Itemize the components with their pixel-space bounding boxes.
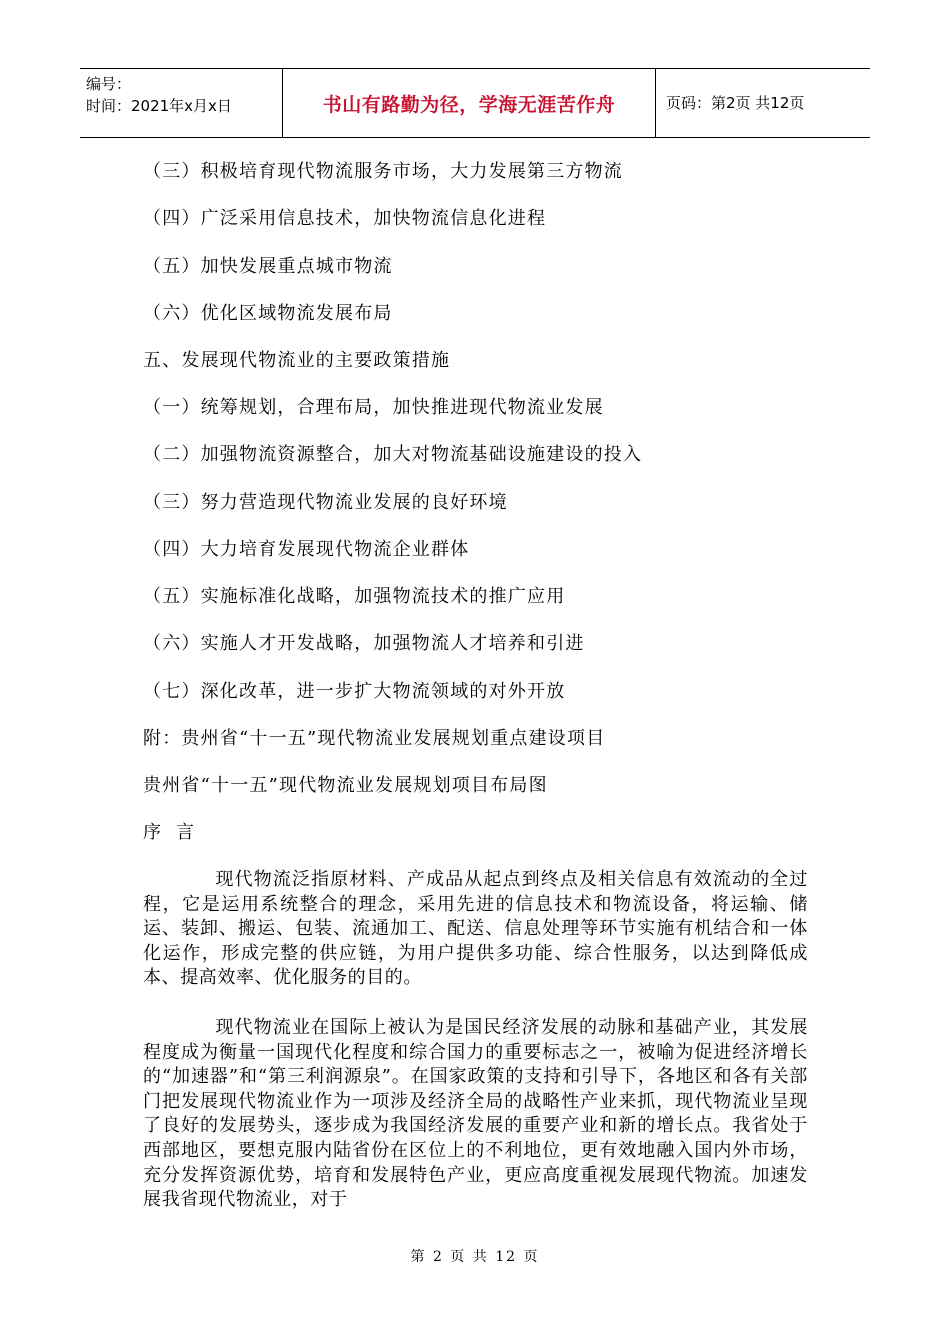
header-motto-cell — [282, 69, 656, 137]
outline-item: （三）积极培育现代物流服务市场，大力发展第三方物流 — [143, 161, 623, 182]
appendix-item: 贵州省“十一五”现代物流业发展规划项目布局图 — [143, 775, 548, 796]
appendix-item: 附：贵州省“十一五”现代物流业发展规划重点建设项目 — [143, 728, 606, 749]
paragraph — [143, 868, 808, 991]
paragraph-text: 现代物流业在国际上被认为是国民经济发展的动脉和基础产业，其发展程度成为衡量一国现代化程度和综合国力的重要标志之一，被喻为促进经济增长的“加速器”和“第三利润源泉”。在国家政策的支持和引导下，各地区和各有关部门把发展现代物流业作为一项涉及经济全局的战略性产业来抓，现代物流业呈现了良好的发展势头，逐步成为我国经济发展的重要产业和新的增长点。我省处于西部地区，要想克服内陆省份在区位上的不利地位，更有效地融入国内外市场，充分发挥资源优势，培育和发展特色产业，更应高度重视发展现代物流。加速发展我省现代物流业，对于 — [143, 1017, 808, 1211]
outline-item: （二）加强物流资源整合，加大对物流基础设施建设的投入 — [143, 444, 643, 465]
outline-item: （四）大力培育发展现代物流企业群体 — [143, 539, 470, 560]
paragraph-text: 现代物流泛指原材料、产成品从起点到终点及相关信息有效流动的全过程，它是运用系统整合的理念，采用先进的信息技术和物流设备，将运输、储运、装卸、搬运、包装、流通加工、配送、信息处理等环节实施有机结合和一体化运作，形成完整的供应链，为用户提供多功能、综合性服务，以达到降低成本、提高效率、优化服务的目的。 — [143, 869, 808, 989]
outline-item: （五）加快发展重点城市物流 — [143, 256, 393, 277]
date-label: 时间：2021年x月x日 — [86, 97, 232, 115]
page-info: 页码：第2页 共12页 — [666, 94, 805, 112]
outline-item: （一）统筹规划，合理布局，加快推进现代物流业发展 — [143, 397, 604, 418]
preface-heading: 序 言 — [143, 822, 196, 843]
outline-item: （四）广泛采用信息技术，加快物流信息化进程 — [143, 208, 547, 229]
paragraph — [143, 1016, 808, 1213]
outline-item: （七）深化改革，进一步扩大物流领域的对外开放 — [143, 681, 566, 702]
number-label: 编号： — [86, 75, 132, 93]
motto-text: 书山有路勤为径，学海无涯苦作舟 — [322, 93, 616, 116]
header-page-cell — [656, 69, 870, 137]
outline-item: （五）实施标准化战略，加强物流技术的推广应用 — [143, 586, 566, 607]
document-header — [80, 68, 870, 138]
page-footer: 第 2 页 共 12 页 — [410, 1249, 540, 1265]
outline-item: （三）努力营造现代物流业发展的良好环境 — [143, 492, 508, 513]
section-heading: 五、发展现代物流业的主要政策措施 — [143, 350, 451, 371]
outline-item: （六）实施人才开发战略，加强物流人才培养和引进 — [143, 633, 585, 654]
header-meta — [80, 69, 282, 137]
outline-item: （六）优化区域物流发展布局 — [143, 303, 393, 324]
